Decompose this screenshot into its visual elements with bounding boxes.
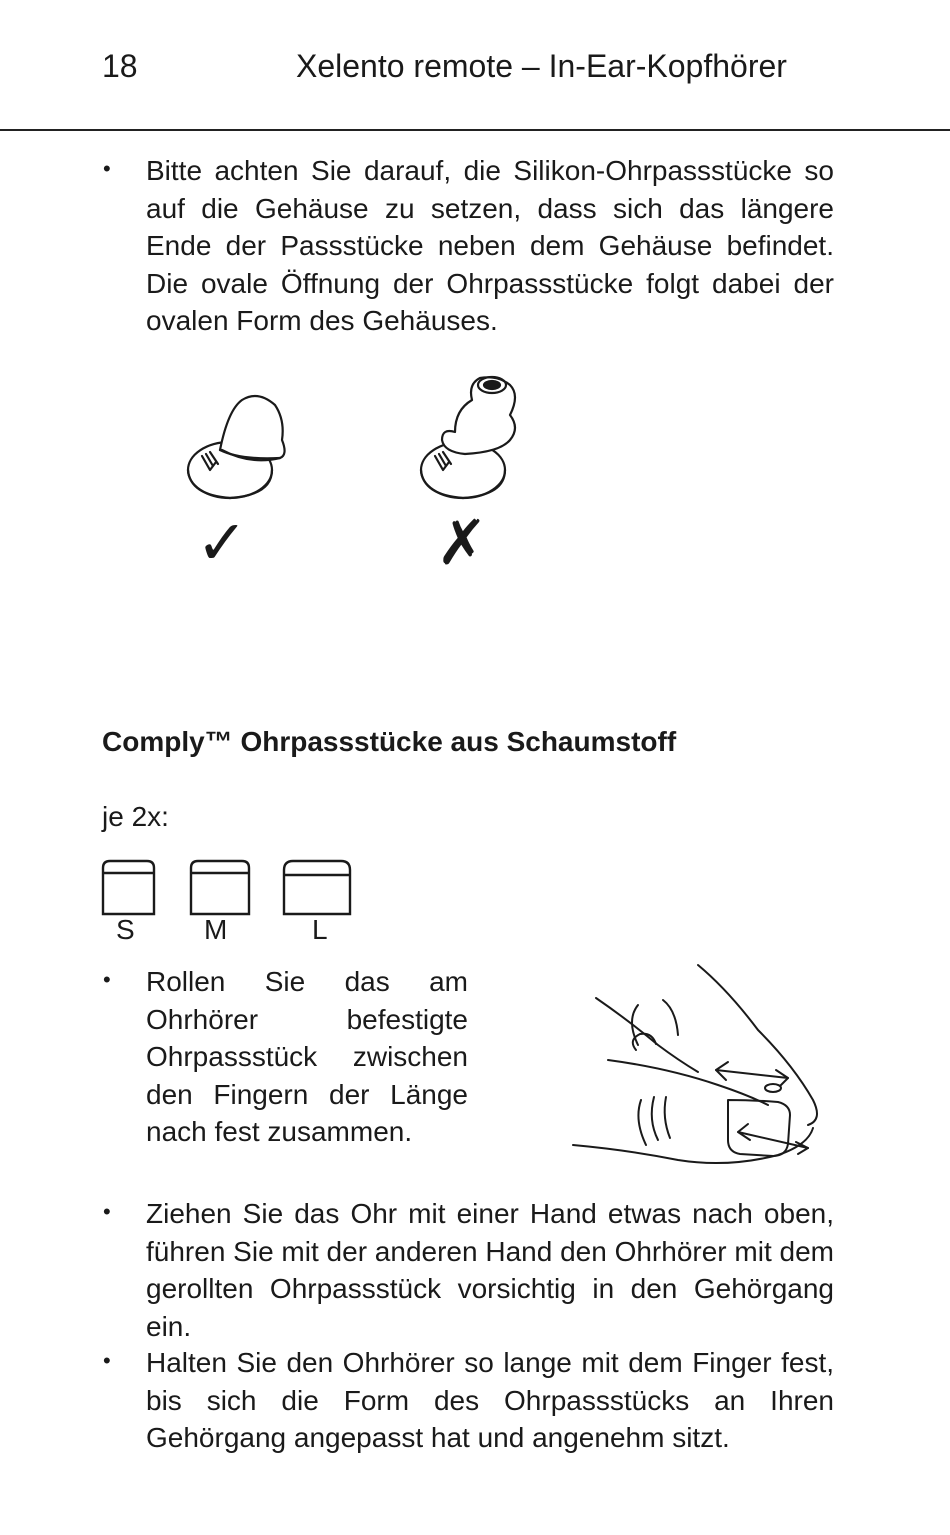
fingers-rolling-illustration	[568, 960, 830, 1165]
quantity-label: je 2x:	[102, 801, 169, 832]
bullet-marker: •	[103, 156, 111, 181]
foam-tip-medium-icon	[191, 861, 249, 914]
page-title: Xelento remote – In-Ear-Kopfhörer	[296, 48, 787, 84]
earphone-correct-icon	[188, 396, 285, 498]
bullet-marker: •	[103, 967, 111, 992]
foam-tip-small-icon	[103, 861, 154, 914]
bullet-text-roll: Rollen Sie das am Ohrhörer befestigte Ohrpassstück zwischen den Fingern der Länge nach fest zusammen.	[146, 966, 468, 1147]
foam-tip-large-icon	[284, 861, 350, 914]
size-label-s: S	[116, 914, 135, 945]
bullet-text-hold: Halten Sie den Ohrhörer so lange mit dem Finger fest, bis sich die Form des Ohrpassstücks an Ihren Gehörgang angepasst hat und angenehm sitzt.	[146, 1347, 834, 1453]
bullet-marker: •	[103, 1199, 111, 1224]
header-divider	[0, 129, 950, 131]
bullet-text-insert: Ziehen Sie das Ohr mit einer Hand etwas nach oben, führen Sie mit der anderen Hand den Ohrhörer mit dem gerollten Ohrpassstück vorsichtig in den Gehörgang ein.	[146, 1198, 834, 1342]
bullet-marker: •	[103, 1348, 111, 1373]
bullet-text-fitting: Bitte achten Sie darauf, die Silikon-Ohrpassstücke so auf die Gehäuse zu setzen, dass sich das längere Ende der Passstücke neben dem Gehäuse befindet. Die ovale Öffnung der Ohrpassstücke folgt dabei der ovalen Form des Gehäuses.	[146, 155, 834, 336]
earphone-wrong-icon	[421, 377, 515, 498]
check-icon: ✓	[196, 506, 248, 579]
section-heading: Comply™ Ohrpassstücke aus Schaumstoff	[102, 726, 677, 757]
size-label-m: M	[204, 914, 228, 945]
cross-icon: ✗	[436, 506, 488, 579]
size-label-l: L	[312, 914, 328, 945]
page-number: 18	[102, 48, 138, 84]
